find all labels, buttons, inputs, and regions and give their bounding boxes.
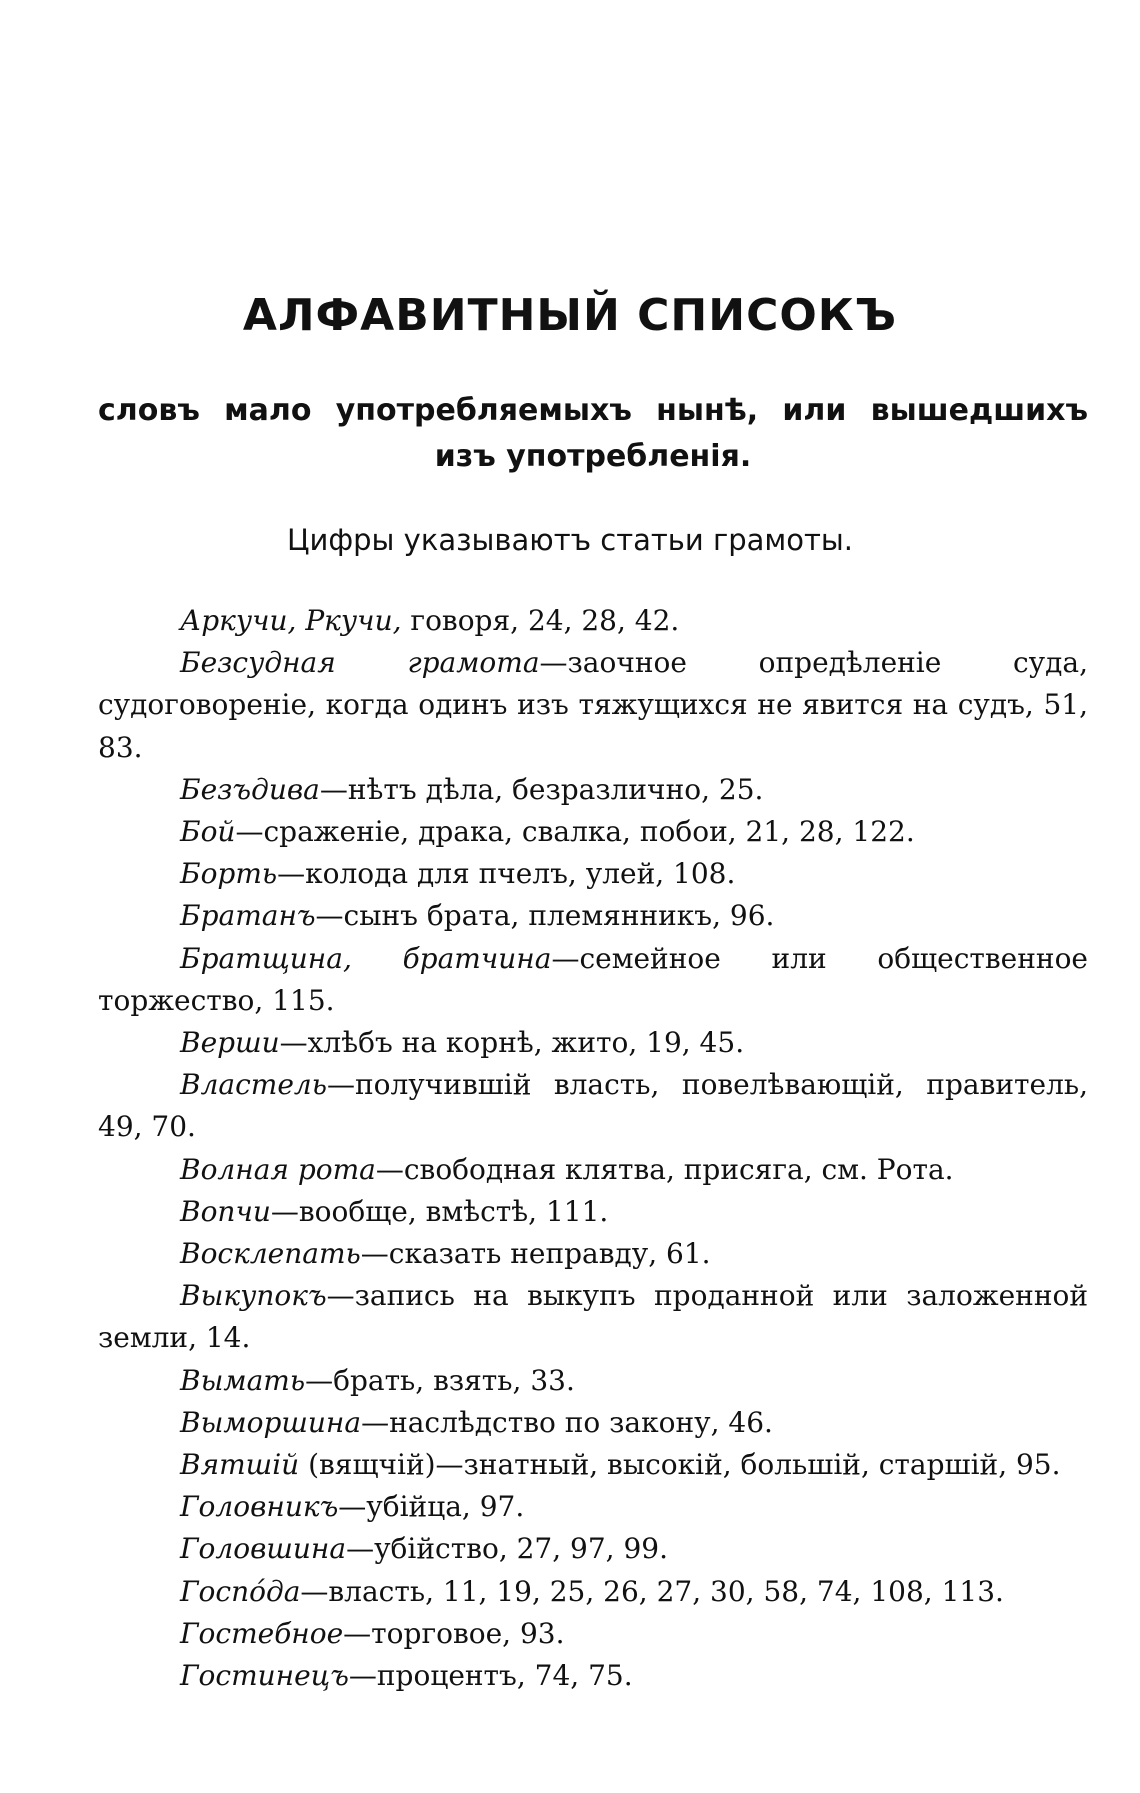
- glossary-entry: [98, 1444, 1088, 1486]
- entry-term: Властель: [180, 1068, 327, 1102]
- entry-text: говоря, 24, 28, 42.: [401, 604, 680, 637]
- entry-text: —семейное или общественное торжество, 115.: [98, 941, 1089, 1017]
- entry-term: Братанъ: [180, 899, 316, 933]
- entry-text: —получившій власть, повелѣвающій, правитель, 49, 70.: [98, 1068, 1088, 1144]
- entry-term: Вятшій: [180, 1448, 300, 1482]
- glossary-entry: [98, 1275, 1088, 1359]
- glossary-entry: [98, 1655, 1088, 1697]
- entry-term: Бой: [180, 815, 236, 849]
- entry-term: Госпóда: [180, 1574, 301, 1608]
- glossary-entry: [98, 938, 1088, 1022]
- entry-text: —наслѣдство по закону, 46.: [361, 1405, 773, 1439]
- entry-term: Головшина: [180, 1532, 347, 1566]
- entry-text: —убійца, 97.: [338, 1490, 525, 1524]
- entry-term: Гостебное: [180, 1616, 344, 1650]
- entry-text: —брать, взять, 33.: [305, 1363, 575, 1397]
- glossary-entry: [98, 1528, 1088, 1570]
- entry-text: —торговое, 93.: [343, 1616, 565, 1650]
- entry-text: —сказать неправду, 61.: [360, 1237, 711, 1271]
- glossary-list: [98, 600, 1088, 1697]
- entry-text: —процентъ, 74, 75.: [348, 1659, 633, 1693]
- entry-term: Выкупокъ: [180, 1279, 327, 1313]
- entry-text: —сынъ брата, племянникъ, 96.: [315, 899, 775, 933]
- entry-term: Аркучи, Ркучи,: [180, 604, 402, 637]
- page-subtitle: словъ мало употребляемыхъ нынѣ, или вышедшихъ изъ употребленія.: [98, 393, 1088, 474]
- entry-term: Волная рота: [180, 1152, 376, 1186]
- glossary-entry: [98, 895, 1088, 937]
- entry-term: Безсудная грамота: [180, 646, 540, 680]
- entry-text: (вящчій)—знатный, высокій, большій, старшій, 95.: [299, 1448, 1061, 1482]
- entry-text: —сраженіе, драка, свалка, побои, 21, 28, 122.: [235, 815, 915, 849]
- entry-term: Вымать: [180, 1363, 306, 1397]
- glossary-entry: [98, 1233, 1088, 1275]
- glossary-entry: [98, 642, 1088, 769]
- glossary-entry: [98, 769, 1088, 811]
- entry-term: Борть: [180, 857, 278, 891]
- entry-text: —нѣтъ дѣла, безразлично, 25.: [319, 772, 764, 806]
- entry-term: Выморшина: [180, 1405, 362, 1439]
- entry-text: —вообще, вмѣстѣ, 111.: [270, 1194, 609, 1228]
- entry-term: Гостинецъ: [180, 1659, 349, 1693]
- glossary-entry: [98, 1149, 1088, 1191]
- page-title: АЛФАВИТНЫЙ СПИСОКЪ: [242, 290, 898, 341]
- glossary-entry: [98, 1571, 1088, 1613]
- entry-term: Верши: [180, 1026, 280, 1060]
- glossary-entry: [98, 1064, 1088, 1148]
- entry-text: —заочное опредѣленіе суда, судоговореніе, когда одинъ изъ тяжущихся не явится на судъ, 51, 83.: [98, 646, 1088, 764]
- entry-term: Безъдива: [180, 772, 320, 806]
- glossary-entry: [98, 1191, 1088, 1233]
- glossary-entry: [98, 1402, 1088, 1444]
- entry-term: Вопчи: [180, 1194, 271, 1228]
- entry-term: Восклепать: [180, 1237, 361, 1271]
- glossary-entry: [98, 811, 1088, 853]
- entry-text: —хлѣбъ на корнѣ, жито, 19, 45.: [279, 1026, 745, 1060]
- glossary-entry: [98, 1360, 1088, 1402]
- entry-text: —власть, 11, 19, 25, 26, 27, 30, 58, 74, 108, 113.: [300, 1574, 1004, 1608]
- entry-text: —свободная клятва, присяга, см. Рота.: [375, 1152, 954, 1186]
- glossary-entry: [98, 1486, 1088, 1528]
- glossary-entry: [98, 600, 1088, 642]
- glossary-entry: [98, 1613, 1088, 1655]
- entry-text: —колода для пчелъ, улей, 108.: [277, 857, 736, 891]
- entry-term: Братщина, братчина: [180, 941, 552, 975]
- glossary-entry: [98, 853, 1088, 895]
- page-note: Цифры указываютъ статьи грамоты.: [286, 523, 854, 557]
- glossary-entry: [98, 1022, 1088, 1064]
- entry-text: —убійство, 27, 97, 99.: [346, 1532, 669, 1566]
- entry-term: Головникъ: [180, 1490, 339, 1524]
- entry-text: —запись на выкупъ проданной или заложенной земли, 14.: [98, 1279, 1088, 1355]
